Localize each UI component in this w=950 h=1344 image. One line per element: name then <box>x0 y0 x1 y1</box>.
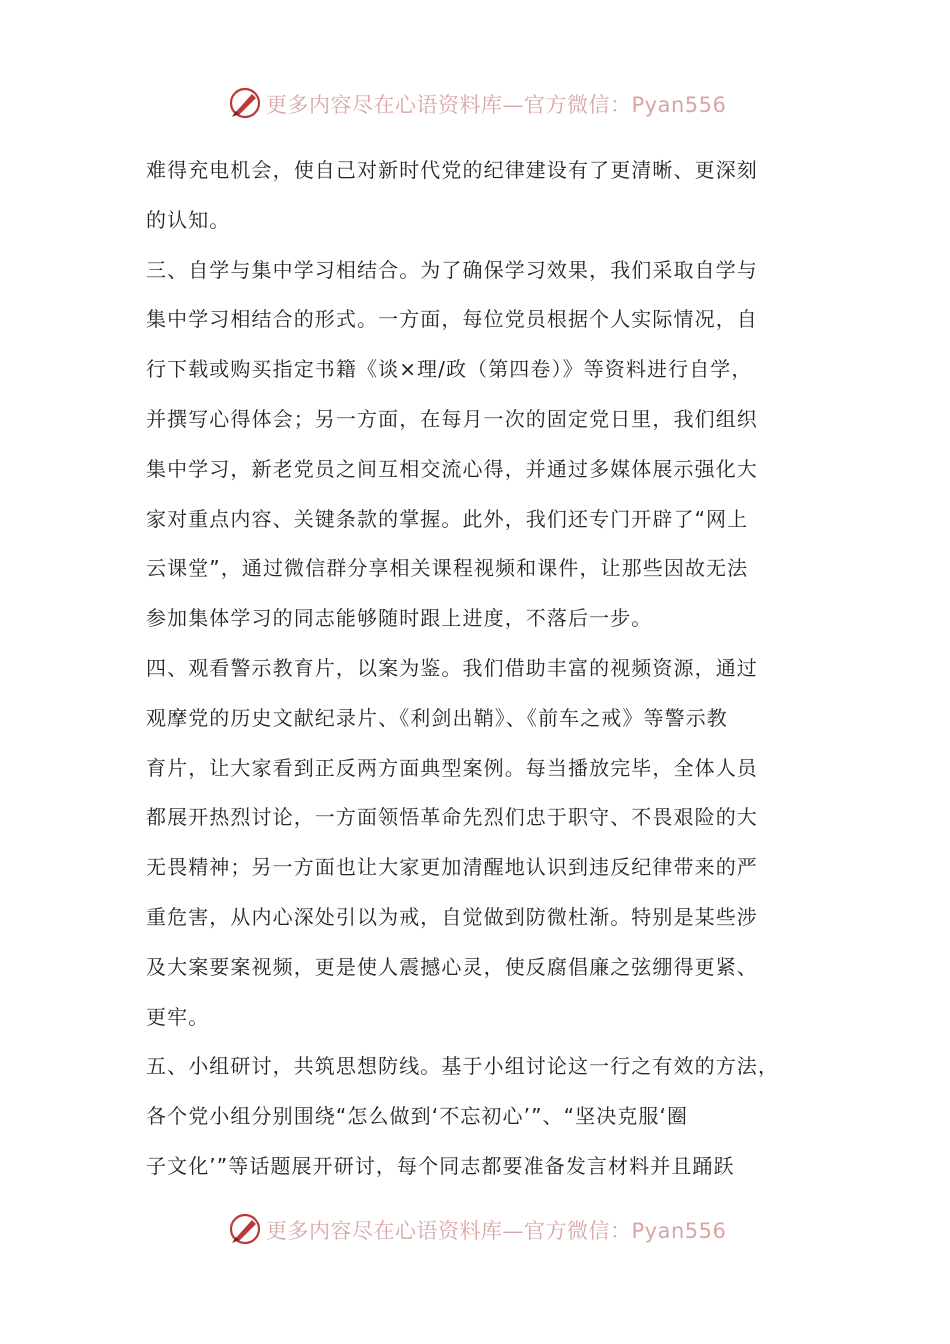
header-wechat-id: Pyan556 <box>631 93 727 117</box>
header-banner-text: 更多内容尽在心语资料库—官方微信：Pyan556 <box>266 93 727 117</box>
text-line: 的认知。 <box>146 207 231 232</box>
text-line: 三、自学与集中学习相结合。为了确保学习效果，我们采取自学与 <box>146 257 758 282</box>
text-line: 观摩党的历史文献纪录片、《利剑出鞘》、《前车之戒》等警示教 <box>146 705 728 730</box>
text-line: 更牢。 <box>146 1004 210 1029</box>
text-line: 集中学习，新老党员之间互相交流心得，并通过多媒体展示强化大 <box>146 456 758 481</box>
footer-banner-text: 更多内容尽在心语资料库—官方微信：Pyan556 <box>266 1219 727 1243</box>
text-line: 集中学习相结合的形式。一方面，每位党员根据个人实际情况，自 <box>146 307 758 332</box>
text-line: 四、观看警示教育片，以案为鉴。我们借助丰富的视频资源，通过 <box>146 655 758 680</box>
text-line: 家对重点内容、关键条款的掌握。此外，我们还专门开辟了“网上 <box>146 506 749 531</box>
footer-wechat-id: Pyan556 <box>631 1219 727 1243</box>
text-line: 参加集体学习的同志能够随时跟上进度，不落后一步。 <box>146 606 653 631</box>
text-line: 及大案要案视频，更是使人震撼心灵，使反腐倡廉之弦绷得更紧、 <box>146 954 758 979</box>
text-line: 各个党小组分别围绕“怎么做到‘不忘初心’”、“坚决克服‘圈 <box>146 1104 689 1129</box>
text-line: 行下载或购买指定书籍《谈×理/政（第四卷）》等资料进行自学， <box>146 357 753 382</box>
pen-logo-icon <box>228 1212 262 1246</box>
pen-logo-icon <box>228 86 262 120</box>
text-line: 无畏精神；另一方面也让大家更加清醒地认识到违反纪律带来的严 <box>146 855 758 880</box>
text-line: 难得充电机会，使自己对新时代党的纪律建设有了更清晰、更深刻 <box>146 158 758 182</box>
text-line: 重危害，从内心深处引以为戒，自觉做到防微杜渐。特别是某些涉 <box>146 904 758 929</box>
text-line: 五、小组研讨，共筑思想防线。基于小组讨论这一行之有效的方法， <box>146 1054 779 1079</box>
text-line: 子文化’”等话题展开研讨，每个同志都要准备发言材料并且踊跃 <box>146 1153 735 1178</box>
header-banner <box>0 84 950 124</box>
text-line: 都展开热烈讨论，一方面领悟革命先烈们忠于职守、不畏艰险的大 <box>146 805 758 830</box>
text-line: 云课堂”，通过微信群分享相关课程视频和课件，让那些因故无法 <box>146 556 749 581</box>
text-line: 并撰写心得体会；另一方面，在每月一次的固定党日里，我们组织 <box>146 406 758 431</box>
footer-banner <box>0 1210 950 1250</box>
document-body <box>146 150 806 1196</box>
text-line: 育片，让大家看到正反两方面典型案例。每当播放完毕，全体人员 <box>146 755 758 780</box>
